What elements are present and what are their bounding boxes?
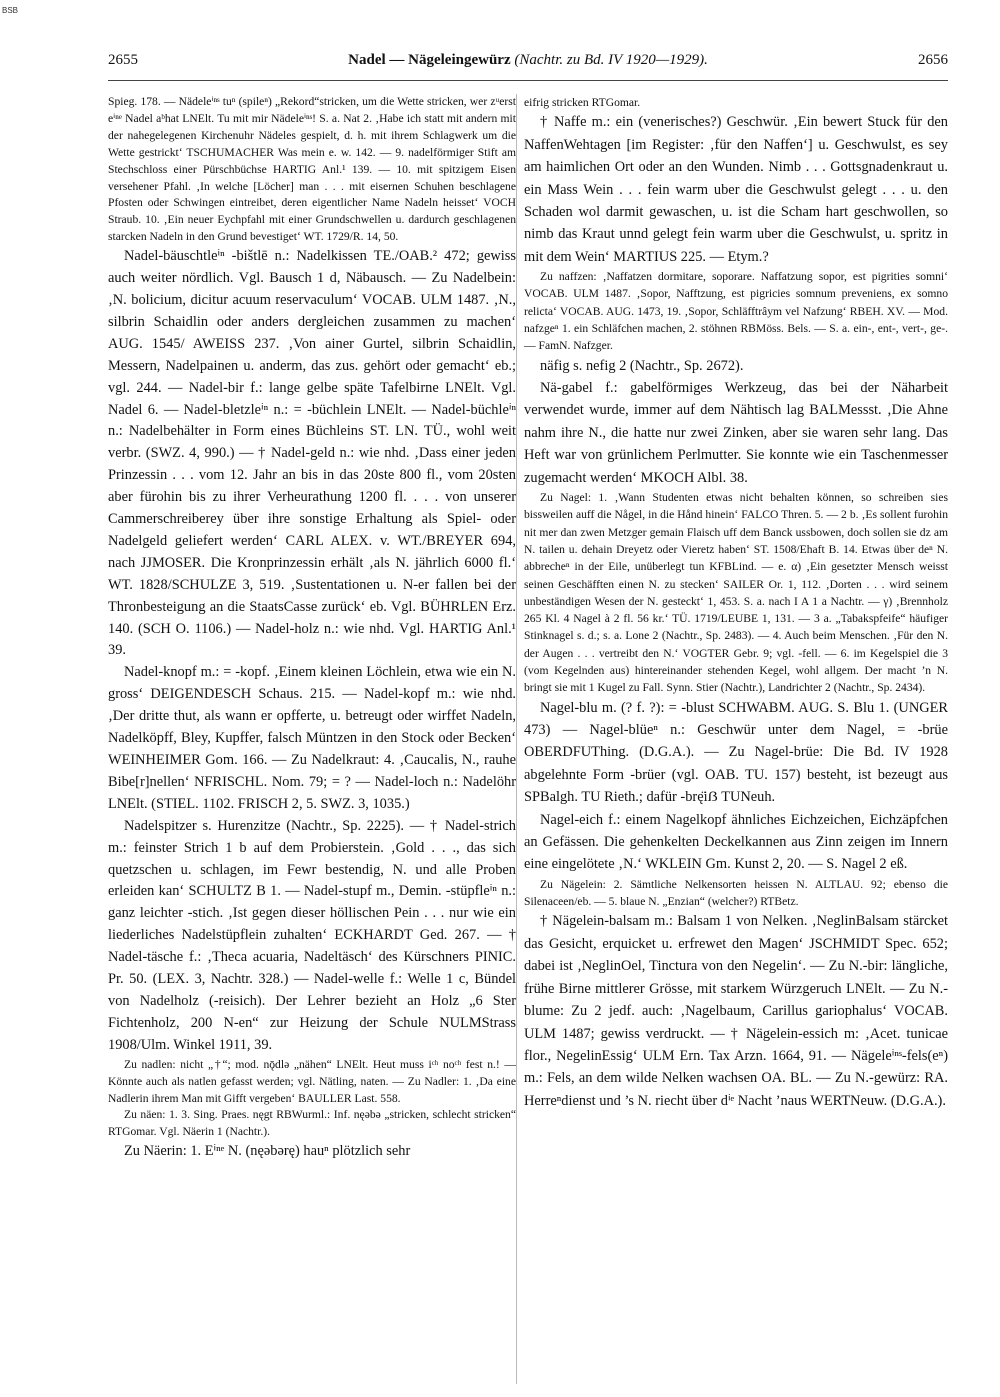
header-title-note: (Nachtr. zu Bd. IV 1920—1929). — [514, 52, 708, 68]
header-rule — [108, 80, 948, 81]
right-entry-paragraph: näfig s. nefig 2 (Nachtr., Sp. 2672). — [540, 357, 744, 374]
left-entry-paragraph: Zu Näerin: 1. Eⁱⁿᵉ N. (nęəbərę) hauⁿ plötzlich sehr — [124, 1143, 411, 1160]
page-number-right: 2656 — [918, 52, 948, 68]
right-entry-paragraph: Nagel-eich f.: einem Nagelkopf ähnliches Eichzeichen, Eichzäpfchen an Gefässen. Die gehenkelten Deckelkannen aus Zinn zeigen im Innern eine eingelötete ‚N.‘ WKLEIN Gm. Kunst 2, 20. — S. Nagel 2 eß. — [524, 811, 948, 873]
right-entry-paragraph: Zu Nagel: 1. ‚Wann Studenten etwas nicht behalten können, so schreiben sies bissweilen auff die Någel, in die Hånd hinein‘ FALCO Thren. 5. — 2 b. ‚Es sollent furohin nit mer dan zwen Metzger gemain Flaisch uff dem Banck ussbowen, doch sollen sie dz am N. tailen u. dehain Dreyetz oder Vieretz haben‘ ST. 1508/Ehaft B. 14. Etwas über deⁿ N. abbrecheⁿ in der Eile, unüberlegt tun KFBLind. — e. α) ‚Ein gesetzter Mensch weisst seinen Geschäfften einen N. zu stecken‘ SAILER Or. 1, 112. ‚Dorten . . . wird seinem unbeständigen Wesen der N. gesteckt‘ 1, 453. S. a. nach I A 1 a Nachtr. — γ) ‚Brennholz 265 Kl. 4 Nagel à 2 fl. 56 kr.‘ TÜ. 1719/LEUBE 1, 131. — 3 a. „Tabakspfeife“ häufiger Stinknagel s. d.; s. a. Lone 2 (Nachtr., Sp. 2483). — 4. Auch beim Menschen. ‚Für den N. der Augen . . . vertreibt den N.‘ VOGTER Gebr. 9; vgl. -fell. — 6. im Kegelspiel die 3 (vom Kegelnden aus) hintereinander stehenden Kegel, wohl allgem. Der macht ’n N. bringt sie mit 1 Kugel zu Fall. Synn. Stier (Nachtr.), Landrichter 2 (Nachtr., Sp. 2434). — [524, 491, 948, 695]
left-entry-paragraph: Nadel-bäuschtleⁱⁿ -bištlē n.: Nadelkissen TE./OAB.² 472; gewiss auch weiter nördlich. Vgl. Bausch 1 d, Näbausch. — Zu Nadelbein: ‚N. bolicium, dicitur acuum reservaculum‘ VOCAB. ULM 1487. ‚N., silbrin Schaidlin oder anders dergleichen zusammen zu machen‘ AUG. 1545/ AWEISS 237. ‚Von ainer Gurtel, silbrin Schaidlin, Messern, Nadelpainen u. anderm, das zus. gehört oder gemacht‘ eb.; vgl. 244. — Nadel-bir f.: lange gelbe späte Tafelbirne LNElt. Vgl. Nadel 6. — Nadel-bletzleⁱⁿ n.: = -büchlein LNElt. — Nadel-büchleⁱⁿ n.: Nadelbehälter in Form eines Büchleins ST. LN. TÜ., wohl weit verbr. (SWZ. 4, 990.) — † Nadel-geld n.: wie nhd. ‚Dass einer jeden Prinzessin . . . vom 12. Jahr an bis in das 20ste 800 fl., vom 20sten aber fürohin bis zu ihrer Verheurathung 1200 fl. . . . von unserer Cammerschreiberey über ihre sonstige Erhaltung als Spiel- oder Nadelgeld geliefert werden‘ CARL ALEX. v. WT./BREYER 694, nach JJMOSER. Die Kronprinzessin erhält ‚als N. jährlich 6000 fl.‘ WT. 1828/SCHULZE 3, 519. ‚Sustentationen u. N-er fallen bei der Thronbesteigung an die StaatsCasse zurück‘ eb. Vgl. BÜHRLEN Erz. 140. (SCH O. 1106.) — Nadel-holz n.: wie nhd. Vgl. HARTIG Anl.¹ 39. — [108, 248, 516, 659]
right-entry-paragraph: † Nägelein-balsam m.: Balsam 1 von Nelken. ‚NeglinBalsam stärcket das Gesicht, erquicket u. erfrewet den Magen‘ JSCHMIDT Spec. 652; dabei ist ‚NeglinOel, Tinctura von den Negelin‘. — Zu N.-bir: längliche, frühe Birne mittlerer Grösse, mit starkem Würzgeruch LNElt. — Zu N.-blume: Zu 2 jedf. auch: ‚Nagelbaum, Carillus gariophalus‘ VOCAB. ULM 1487; gewiss verdruckt. — † Nägelein-essich m: ‚Acet. tunicae flor., NegelinEssig‘ ULM Ern. Tax Arzn. 1664, 91. — Nägeleⁱⁿˢ-fels(eⁿ) m.: Fels, an dem wilde Nelken wachsen OA. BL. — Zu N.-gewürz: RA. Herreⁿdienst und ’s N. riecht über dⁱᵉ Nacht ’naus WERTNeuw. (D.G.A.). — [524, 913, 948, 1109]
right-entry-paragraph: Zu Nägelein: 2. Sämtliche Nelkensorten heissen N. ALTLAU. 92; ebenso die Silenaceen/eb. — 5. blaue N. „Enzian“ (welcher?) RTBetz. — [524, 877, 948, 909]
column-divider — [516, 94, 517, 1384]
right-entry-paragraph: † Naffe m.: ein (venerisches?) Geschwür. ‚Ein bewert Stuck für den NaffenWehtagen [im Register: ‚für den Naffen‘] u. Geschwulst, es sey am haimlichen Ort oder an den Wunden. Nimb . . . Gottsgnadenkraut u. ein Mass Wein . . . fein warm uber die Geschwulst gelegt . . . u. den Schaden wol darmit gewaschen, u. ist die Scham hart geschwollen, so nimb das Kraut unnd gelegt fein warm uber die Geschwulst, u. spritz in mit dem Wein‘ MARTIUS 225. — Etym.? — [524, 114, 948, 265]
left-column — [108, 94, 516, 1163]
header-title: Nadel — Nägeleingewürz (Nachtr. zu Bd. IV 1920—1929). — [348, 52, 708, 68]
left-entry-paragraph: Zu nadlen: nicht „†“; mod. nǭdlə „nähen“ LNElt. Heut muss iᶜʰ noᶜʰ fest n.! — Könnte auch als natlen gefasst werden; vgl. Nätling, naten. — Zu Nadler: 1. ‚Da eine Nadlerin ihrem Man mit Gifft vergeben‘ BAULLER Last. 558. — [108, 1057, 516, 1105]
left-entry-paragraph: Nadelspitzer s. Hurenzitze (Nachtr., Sp. 2225). — † Nadel-strich m.: feinster Strich 1 b auf dem Probierstein. ‚Gold . . ., das sich quetzschen u. schlagen, im Fewr bestendig, N. und alle Proben erleiden kan‘ SCHULTZ B 1. — Nadel-stupf m., Demin. -stüpfleⁱⁿ n.: ganz leichter -stich. ‚Ist gegen dieser höllischen Pein . . . nur wie ein liederliches Nadelstüpflein zuhalten‘ ECKHARDT Ged. 267. — † Nadel-täsche f.: ‚Theca acuaria, Nadeltäsch‘ des Kürschners PINIC. Pr. 50. (LEX. 3, Nachtr. 328.) — Nadel-welle f.: Welle 1 c, Bündel von Nadelholz (-reisich). Der Lehrer bezieht an Holz „6 Ster Fichtenholz, 200 N-en“ zur Heizung der Schule NULMStrass 1908/Ulm. Winkel 1911, 39. — [108, 817, 516, 1053]
library-stamp: BSB — [2, 6, 19, 15]
left-entry-paragraph: Spieg. 178. — Nädeleⁱⁿˢ tuⁿ (spileⁿ) „Rekord“stricken, um die Wette stricken, wer zᵘerst eⁱⁿᵉ Nadel aᵇhat LNElt. Tu mit mir Nädeleⁱⁿˢ! S. a. Nat 2. ‚Habe ich statt mit andern mit der nahegelegenen Kirchenuhr Nädeles gespielt, d. h. mit ihrem Schlagwerk um die Wette gestrickt‘ TSCHUMACHER Was mein e. w. 142. — 9. nadelförmiger Stift am Stechschloss einer Pürschbüchse HARTIG Anl.¹ 139. — 10. mit spitzigem Eisen versehener Pfahl. ‚In welche [Löcher] man . . . mit eisernen Schuhen beschlagene Pfosten oder Schwingen eintreibet, deren eigentlicher Name Nadeln heisset‘ VOCH Straub. 10. ‚Ein neuer Eychpfahl mit einer Grundschwellen u. dardurch geschlagenen starcken Nadeln in den Grund bevestiget‘ WT. 1729/R. 14, 50. — [108, 95, 516, 244]
left-entry-paragraph: Zu näen: 1. 3. Sing. Praes. nęgt RBWurml.: Inf. nęəbə „stricken, schlecht stricken“ RTGomar. Vgl. Näerin 1 (Nachtr.). — [108, 1108, 516, 1139]
right-entry-paragraph: Nä-gabel f.: gabelförmiges Werkzeug, das bei der Näharbeit verwendet wurde, immer auf dem Nähtisch lag BALMessst. ‚Die Ahne nahm ihre N., die hatte nur zwei Zinken, aber sie waren sehr lang. Das Heft war von grünlichem Perlmutter. Sie konnte wie ein Taschenmesser zugemacht werden‘ MKOCH Albl. 38. — [524, 380, 948, 486]
right-column — [524, 94, 948, 1112]
right-entry-paragraph: Nagel-blu m. (? f. ?): = -blust SCHWABM. AUG. S. Blu 1. (UNGER 473) — Nagel-blüeⁿ n.: Geschwür unter dem Nagel, = -brüe OBERDFUThing. (D.G.A.). — Zu Nagel-brüe: Die Bd. IV 1928 abgelehnte Form -brüer (vgl. OAB. TU. 157) besteht, ist bezeugt aus SPBalgh. TU Rieth.; dafür -brę̈iẞ TUNeuh. — [524, 699, 948, 806]
right-entry-paragraph: eifrig stricken RTGomar. — [524, 96, 641, 109]
left-entry-paragraph: Nadel-knopf m.: = -kopf. ‚Einem kleinen Löchlein, etwa wie ein N. gross‘ DEIGENDESCH Schaus. 215. — Nadel-kopf m.: wie nhd. ‚Der dritte thut, als wann er opfferte, u. betreugt oder wirffet Nadeln, Nadelköpff, Bley, Kupffer, falsch Müntzen in den Stock oder Becken‘ WEINHEIMER Gom. 166. — Zu Nadelkraut: 4. ‚Caucalis, N., rauhe Bibe[r]nellen‘ NFRISCHL. Nom. 79; = ? — Nadel-loch n.: Nadelöhr LNElt. (STIEL. 1102. FRISCH 2, 5. SWZ. 3, 1035.) — [108, 664, 516, 812]
right-entry-paragraph: Zu naffzen: ‚Naffatzen dormitare, soporare. Naffatzung sopor, est pigrities somni‘ VOCAB. ULM 1487. ‚Sopor, Nafftzung, est pigricies somnum preveniens, ex somno relicta‘ VOCAB. AUG. 1473, 19. ‚Sopor, Schläfftrâym vel Nafzung‘ RBEH. XV. — Mod. nafzgeⁿ 1. ein Schläfchen machen, 2. stöhnen RBMöss. Bels. — S. a. ein-, ent-, vert-, ge-. — FamN. Nafzger. — [524, 270, 948, 353]
page-number-left: 2655 — [108, 52, 138, 68]
running-header — [108, 52, 948, 76]
